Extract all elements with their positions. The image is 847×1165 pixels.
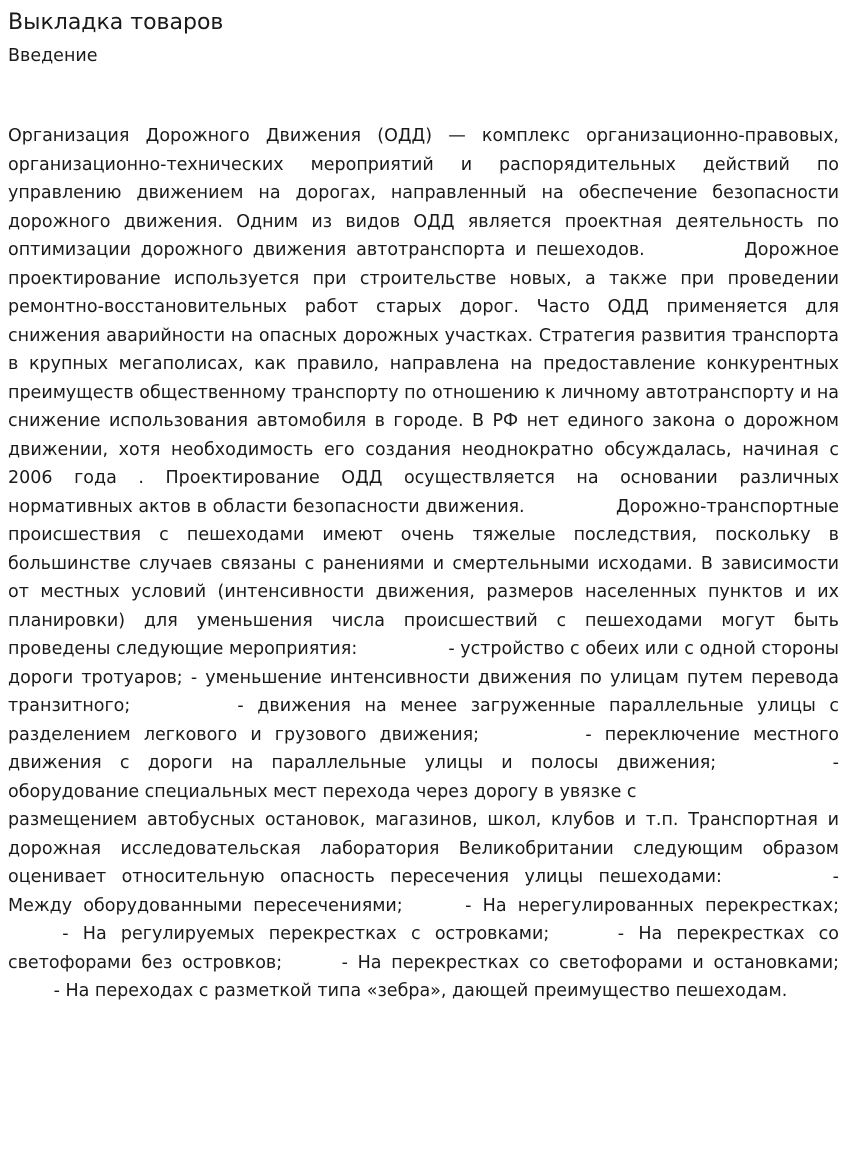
measure-item-5: - оборудование специальных мест перехода через дорогу в увязке с	[8, 753, 839, 802]
risk-item-3: - На регулируемых перекрестках с островками;	[62, 924, 550, 944]
risk-item-2: - На нерегулированных перекрестках;	[465, 895, 839, 916]
body-paragraph-1: Организация Дорожного Движения (ОДД) — комплекс организационно-правовых, организационно-технических мероприятий и распорядительных действий по управлению движением на дорогах, направленный на обеспечение безопасности дорожного движения.	[8, 126, 839, 232]
body-paragraph-4: Дорожно-транспортные происшествия с пешеходами имеют очень тяжелые последствия, поскольку в большинстве случаев связаны с ранениями и смертельными исходами. В зависимости от местных условий (интенсивности движения, размеров населенных пунктов и их планировки) для уменьшения числа происшествий с пешеходами могут быть проведены следующие мероприятия:	[8, 496, 839, 659]
body-paragraph-2: Одним из видов ОДД является проектная деятельность по оптимизации дорожного движения автотранспорта и пешеходов.	[8, 211, 839, 260]
body-paragraph-3: Дорожное проектирование используется при строительстве новых, а также при проведении ремонтно-восстановительных работ старых дорог. Часто ОДД применяется для снижения аварийности на опасных дорожных участках. Стратегия развития транспорта в крупных мегаполисах, как правило, направлена на предоставление конкурентных преимуществ общественному транспорту по отношению к личному автотранспорту и на снижение использования автомобиля в городе. В РФ нет единого закона о дорожном движении, хотя необходимость его создания неоднократно обсуждалась, начиная с 2006 года . Проектирование ОДД осуществляется на основании различных нормативных актов в области безопасности движения.	[8, 240, 839, 517]
measure-item-1: - устройство с обеих или с одной стороны дороги тротуаров;	[8, 639, 839, 688]
measure-item-5-continued: размещением автобусных остановок, магазинов, школ, клубов и т.п.	[8, 810, 679, 830]
risk-item-1: - Между оборудованными пересечениями;	[8, 867, 839, 916]
measure-item-2: - уменьшение интенсивности движения по улицам путем перевода транзитного;	[8, 667, 839, 716]
risk-item-6: - На переходах с разметкой типа «зебра», дающей преимущество пешеходам.	[53, 981, 788, 1001]
document-title: Выкладка товаров	[8, 10, 224, 35]
body-paragraph-5: Транспортная и дорожная исследовательская лаборатория Великобритании следующим образом оценивает относительную опасность пересечения улицы пешеходами:	[8, 810, 839, 887]
document-body	[8, 122, 839, 1006]
measure-item-3: - движения на менее загруженные параллельные улицы с разделением легкового и грузового движения;	[8, 696, 839, 745]
measure-item-4: - переключение местного движения с дороги на параллельные улицы и полосы движения;	[8, 724, 839, 773]
risk-item-5: - На перекрестках со светофорами и остановками;	[341, 952, 839, 973]
risk-item-4: - На перекрестках со светофорами без островков;	[8, 924, 839, 973]
document-subtitle: Введение	[8, 46, 98, 66]
